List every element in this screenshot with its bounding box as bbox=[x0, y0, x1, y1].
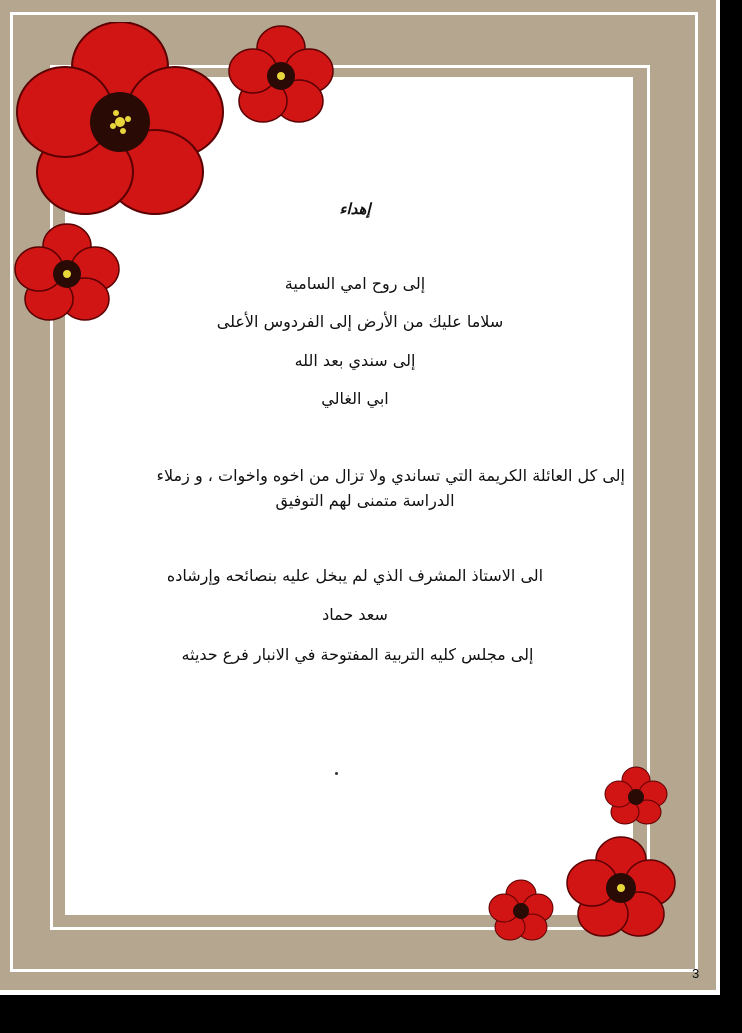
dedication-line: إلى مجلس كليه التربية المفتوحة في الانبار فرع حديثه bbox=[181, 645, 534, 664]
dedication-line: إلى روح امي السامية bbox=[284, 274, 426, 293]
dedication-line: إلى سندي بعد الله bbox=[294, 351, 416, 370]
page-number: 3 bbox=[692, 966, 700, 981]
dedication-title: إهداء bbox=[339, 200, 371, 218]
dedication-line: الدراسة متمنى لهم التوفيق bbox=[275, 491, 455, 510]
red-flower-icon bbox=[225, 25, 337, 127]
dedication-line: ابي الغالي bbox=[321, 389, 389, 408]
dedication-line: الى الاستاذ المشرف الذي لم يبخل عليه بنصائحه وإرشاده bbox=[166, 566, 544, 585]
red-flower-icon bbox=[563, 835, 679, 941]
dedication-line: إلى كل العائلة الكريمة التي تساندي ولا تزال من اخوه واخوات ، و زملاء bbox=[156, 466, 625, 485]
dedication-line: سعد حماد bbox=[322, 605, 388, 624]
dedication-line: سلاما عليك من الأرض إلى الفردوس الأعلى bbox=[216, 312, 504, 331]
red-flower-icon bbox=[487, 878, 555, 944]
red-flower-icon bbox=[10, 222, 124, 326]
red-flower-icon bbox=[603, 765, 669, 829]
stray-dot bbox=[335, 772, 338, 775]
red-flower-icon bbox=[10, 22, 230, 222]
